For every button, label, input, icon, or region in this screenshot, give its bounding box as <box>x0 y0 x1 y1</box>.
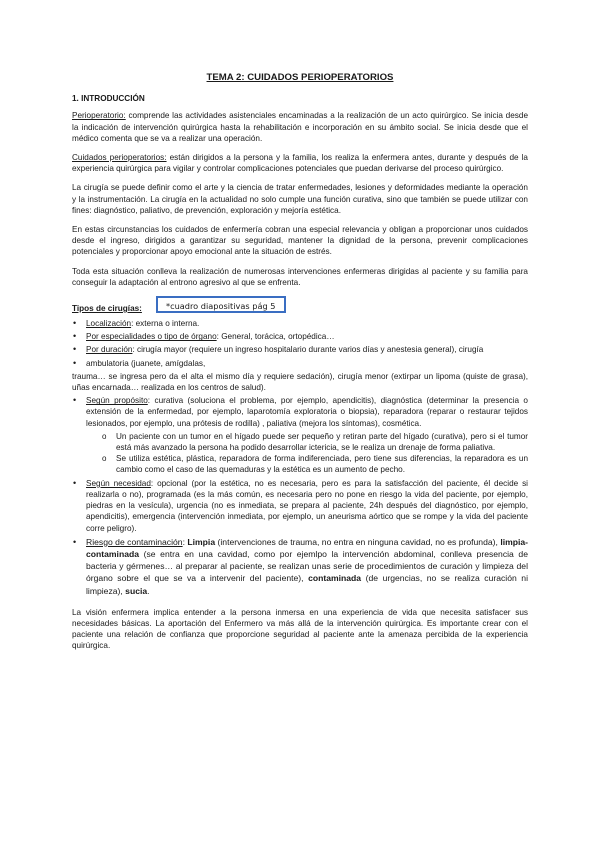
def-perioperatorio: comprende las actividades asistenciales encaminadas a la realización de un acto quirúrgico. <box>125 111 469 121</box>
sep-riesgo: : <box>182 536 188 547</box>
text-especialidades: : General, torácica, ortopédica… <box>216 332 335 342</box>
tipos-row <box>72 296 528 316</box>
text-sucia: . <box>147 585 150 596</box>
term-sucia: sucia <box>125 585 148 596</box>
list-item-riesgo <box>72 536 528 597</box>
list-item-necesidad <box>72 478 528 534</box>
document-title: TEMA 2: CUIDADOS PERIOPERATORIOS <box>206 72 394 83</box>
term-riesgo: Riesgo de contaminación <box>86 536 183 547</box>
sub-item-estetica: o Se utiliza estética, plástica, reparadora de forma indiferenciada, pero tiene sus diferencias, la reparadora es un cambio como el caso de las quemaduras y la estética es un aumento de pecho. <box>86 453 528 475</box>
ambulatoria-continuation: trauma… se ingresa pero da el alta el mismo día y requiere sedación), cirugía menor (extirpar un lipoma (quiste de grasa), uñas encarnada… realizada en los centros de salud). <box>72 371 528 393</box>
text-limpia-contaminada: (se entra en una cavidad, como por ejemlpo la intervención abdominal, conlleva presencia de bacteria y gérmenes… al preparar al paciente, se realizan unas serie de procedimientos de curación y limpieza del órgano sobre el que se va a intervenir del paciente), <box>86 548 528 584</box>
tipos-label: Tipos de cirugías: <box>72 304 142 314</box>
paragraph-situacion: Toda esta situación conlleva la realización de numerosas intervenciones enfermeras dirigidas al paciente y su familia para conseguir la adaptación al entrono agresivo al que se enfrenta. <box>72 266 528 287</box>
term-perioperatorio: Perioperatorio: <box>72 111 126 121</box>
document-page <box>72 72 528 660</box>
term-especialidades: Por especialidades o tipo de órgano <box>86 332 217 342</box>
text-limpia: (intervenciones de trauma, no entra en ninguna cavidad, no es profunda), <box>215 536 501 547</box>
paragraph-cirugia: La cirugía se puede definir como el arte y la ciencia de tratar enfermedades, lesiones y deformidades mediante la operación y la instrumentación. La cirugía en la actualidad no solo cumple una función curativa, sino que también se puede utilizar con fines: diagnóstico, paliativo, de prevención, exploración y mejoría estética. <box>72 183 528 215</box>
tipos-list-2 <box>72 395 528 596</box>
paragraph-vision: La visión enfermera implica entender a la persona inmersa en una experiencia de vida que necesita satisfacer sus necesidades básicas. La aportación del Enfermero va más allá de la intervención quirúrgica. Es importante crear con el paciente una relación de confianza que proporcione seguridad al paciente ante la amenaza percibida de la experiencia quirúrgica. <box>72 607 528 651</box>
text-proposito: : curativa (soluciona el problema, por ejemplo, apendicitis), diagnóstica (determinar la presencia o extensión de la enfermedad, por ejemplo, laparotomía exploratoria o biopsia), reparadora (reparar o restaurar tejidos lesionados, por ejemplo, una prótesis de rodilla) , paliativa (mejora los síntomas), cosmética. <box>86 396 528 428</box>
list-item-ambulatoria <box>72 358 528 369</box>
paragraph-perioperatorio <box>72 110 528 144</box>
text-duracion: : cirugía mayor (requiere un ingreso hospitalario durante varios días y anestesia general), cirugía <box>132 345 484 355</box>
proposito-sublist <box>86 431 528 476</box>
term-duracion: Por duración <box>86 345 133 355</box>
list-item-proposito <box>72 395 528 475</box>
term-localizacion: Localización <box>86 319 132 329</box>
note-box: *cuadro diapositivas pág 5 <box>156 296 286 313</box>
list-item-duracion <box>72 344 528 355</box>
text-contaminada: (de urgencias, no se realiza curación ni limpieza), <box>86 573 528 596</box>
tipos-list <box>72 318 528 369</box>
term-necesidad: Según necesidad <box>86 478 151 488</box>
list-item-localizacion <box>72 318 528 329</box>
def-cuidados: están dirigidos a la persona y la familia, los realiza la enfermera antes, durante y después de la experiencia quirúrgica para vigilar y controlar complicaciones potenciales que puedan derivarse del proceso quirúrgico. <box>72 153 528 174</box>
text-localizacion: : externa o interna. <box>131 319 200 329</box>
term-proposito: Según propósito <box>86 396 148 406</box>
sub-item-tumor: o Un paciente con un tumor en el hígado puede ser pequeño y retiran parte del hígado (curativa), pero si el tumor está más avanzado la persona ha podido desarrollar ictericia, se le realiza un drenaje de forma paliativa. <box>86 431 528 453</box>
section-heading: 1. INTRODUCCIÓN <box>72 94 145 104</box>
text-necesidad: : opcional (por la estética, no es necesaria, pero es para la satisfacción del paciente, él decide si realizarla o no), programada (es la más común, es necesaria pero no pone en riesgo la vida del paciente, por ejemplo, piedras en la vesícula), urgencia (no es inmediata, se prepara al paciente, 24h después del diagnóstico, por ejemplo, apendicitis), emergencia (intervención inmediata, por ejemplo, un aneurisma aórtico que se rompe y la vida del paciente corre peligro). <box>86 478 528 533</box>
term-limpia-contaminada: limpia-contaminada <box>86 536 529 559</box>
term-limpia: Limpia <box>187 536 216 547</box>
text-ambulatoria: ambulatoria (juanete, amígdalas, <box>86 358 206 368</box>
paragraph-cuidados <box>72 152 528 174</box>
paragraph-circunstancias: En estas circunstancias los cuidados de enfermería cobran una especial relevancia y obligan a proporcionar unos cuidados desde el ingreso, dirigidos a garantizar su seguridad, mantener la dignidad de la persona, prevenir complicaciones potenciales y proporcionar apoyo emocional ante la situación de estrés. <box>72 225 528 257</box>
term-cuidados: Cuidados perioperatorios: <box>72 153 167 163</box>
list-item-especialidades <box>72 331 528 342</box>
term-contaminada: contaminada <box>308 573 362 584</box>
rest-perioperatorio: Se inicia desde la indicación de intervención quirúrgica hasta la rehabilitación e incorporación en su ámbito social. Se inicia desde que el médico comenta que se va a realizar una operación. <box>72 111 528 143</box>
